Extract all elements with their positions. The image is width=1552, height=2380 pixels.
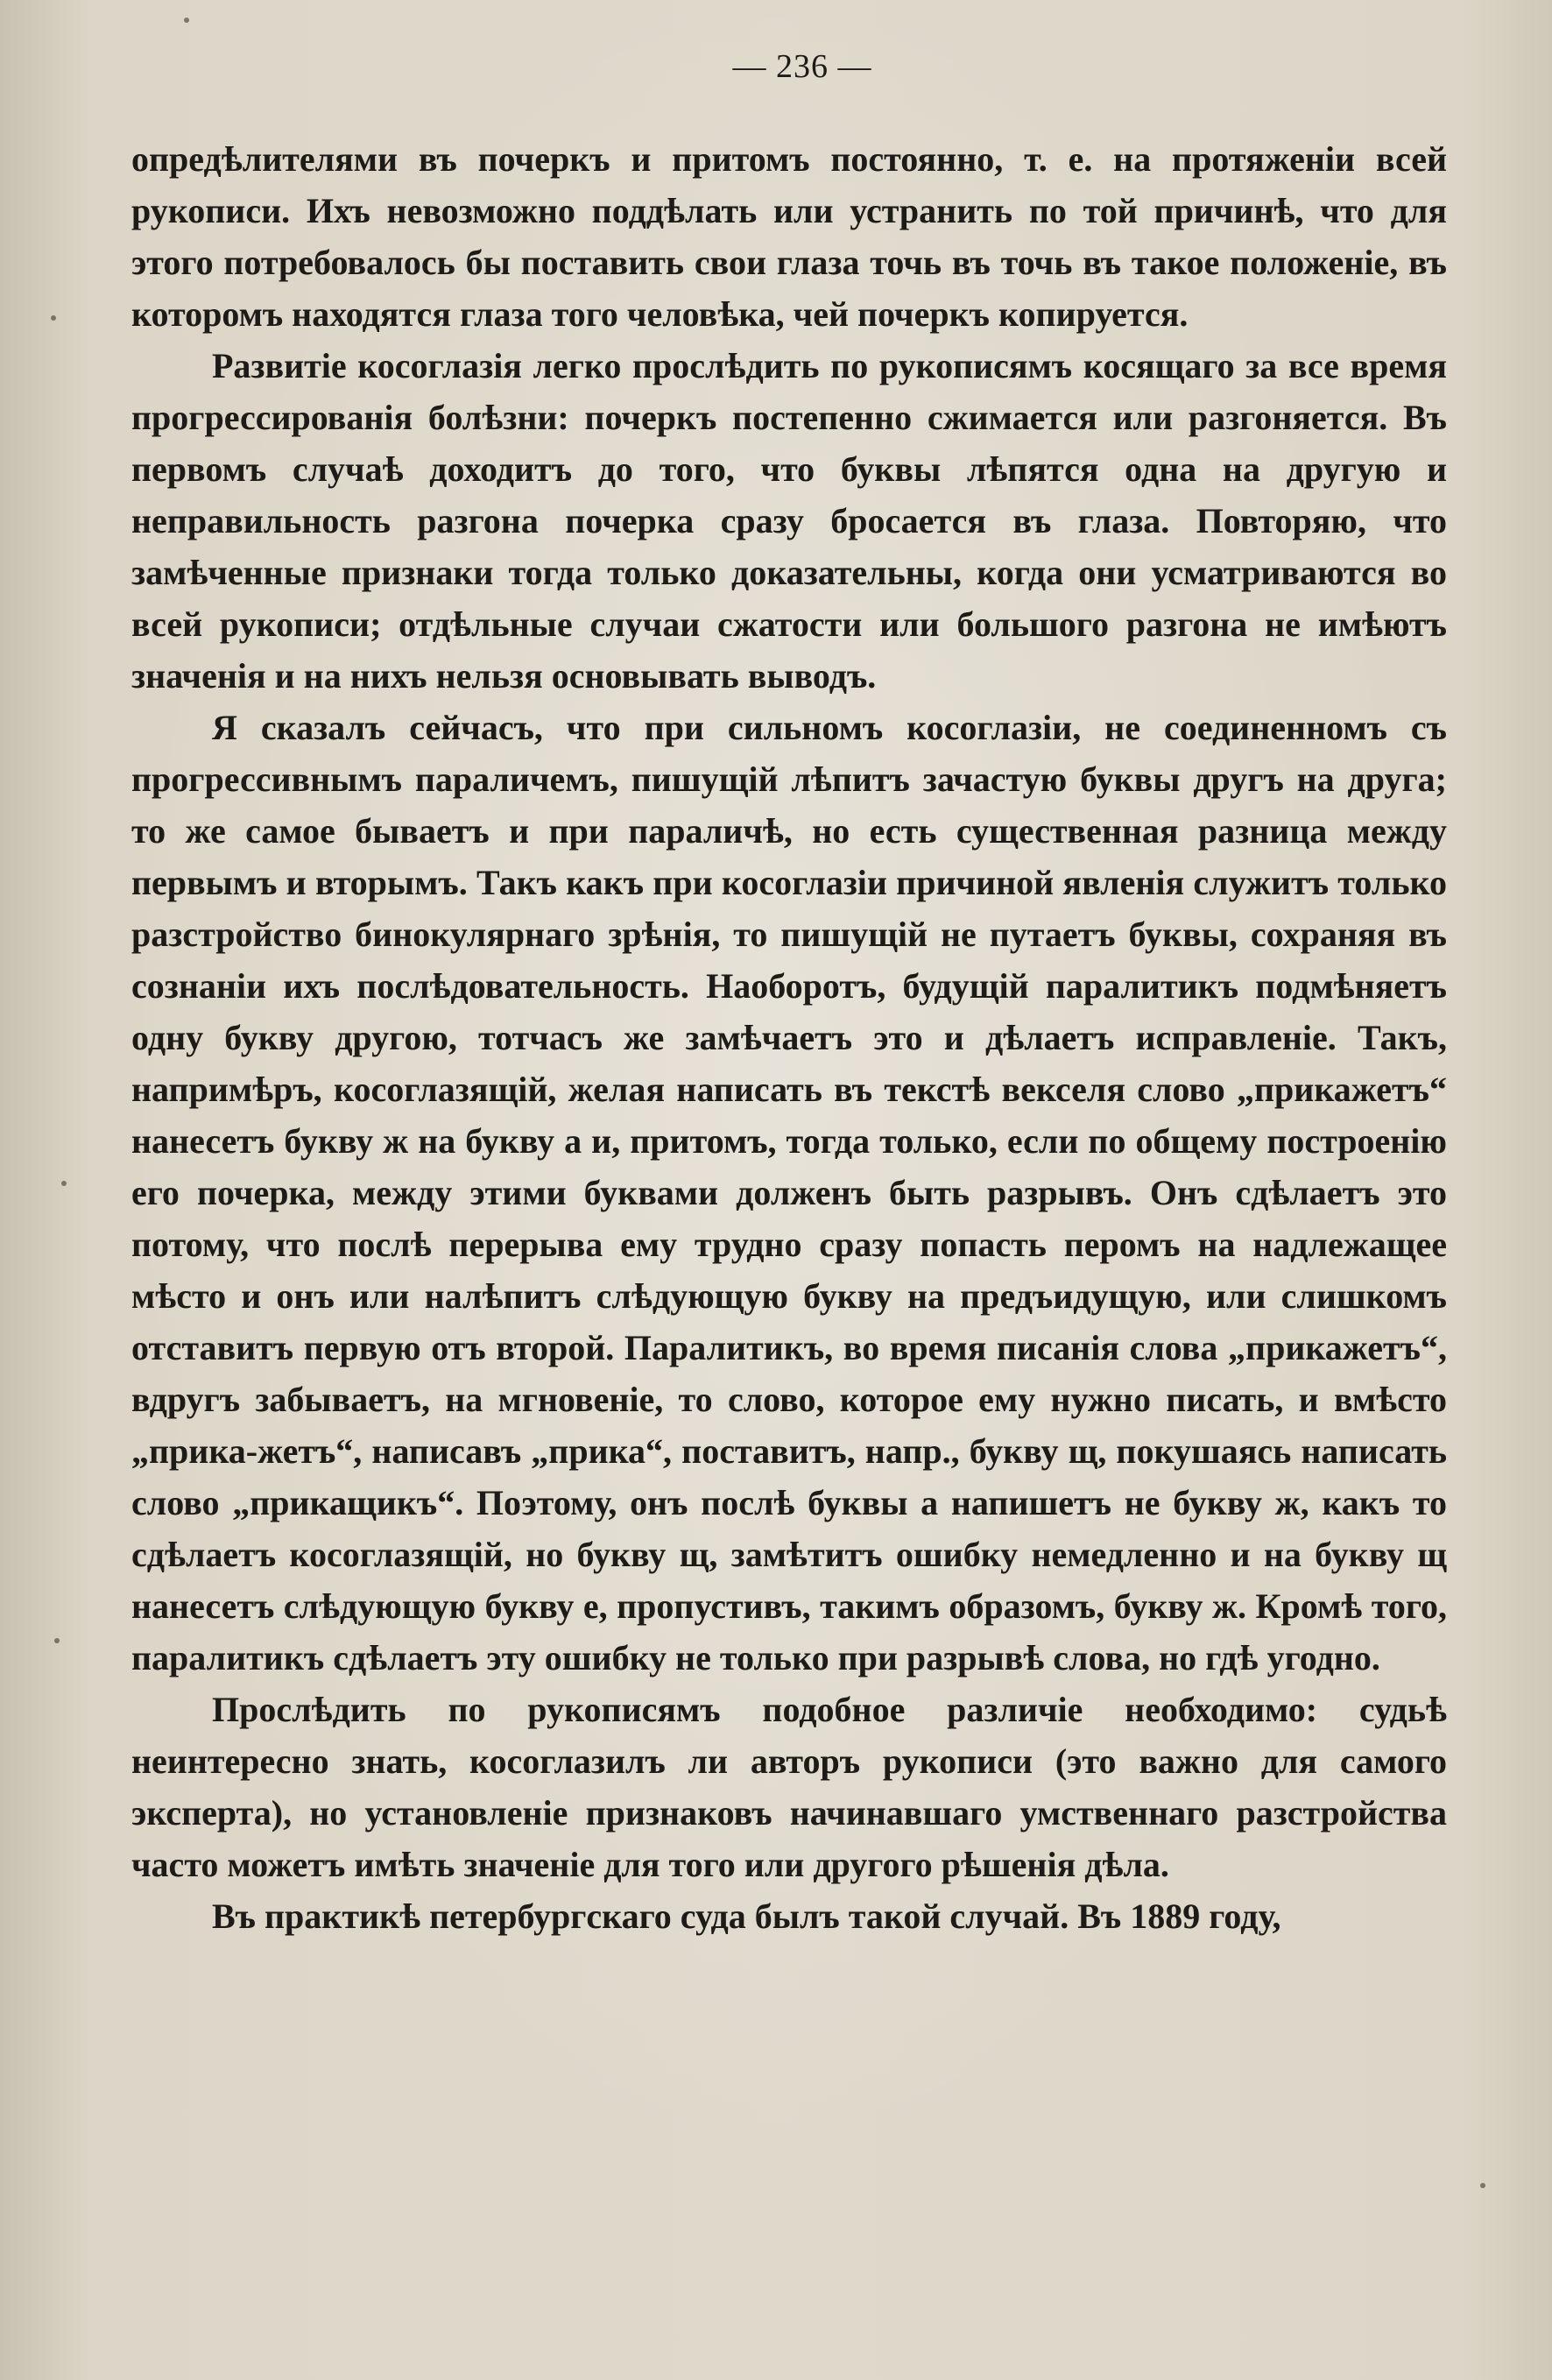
paragraph-continuation: опредѣлителями въ почеркъ и притомъ постоянно, т. е. на протяженіи всей рукописи. Ихъ невозможно поддѣлать или устранить по той причинѣ, что для этого потребовалось бы поставить свои глаза точь въ точь въ такое положеніе, въ которомъ находятся глаза того человѣка, чей почеркъ копируется. [131,139,1447,334]
print-speck [54,1638,60,1643]
paragraph-importance: Прослѣдить по рукописямъ подобное различіе необходимо: судьѣ неинтересно знать, косоглазилъ ли авторъ рукописи (это важно для самого эксперта), но установленіе признаковъ начинавшаго умственнаго разстройства часто можетъ имѣть значеніе для того или другого рѣшенія дѣла. [131,1690,1447,1884]
paragraph-strabismus-vs-paralysis: Я сказалъ сейчасъ, что при сильномъ косоглазіи, не соединенномъ съ прогрессивнымъ параличемъ, пишущій лѣпитъ зачастую буквы другъ на друга; то же самое бываетъ и при параличѣ, но есть существенная разница между первымъ и вторымъ. Такъ какъ при косоглазіи причиной явленія служитъ только разстройство бинокулярнаго зрѣнія, то пишущій не путаетъ буквы, сохраняя въ сознаніи ихъ послѣдовательность. Наоборотъ, будущій паралитикъ подмѣняетъ одну букву другою, тотчасъ же замѣчаетъ это и дѣлаетъ исправленіе. Такъ, напримѣръ, косоглазящій, желая написать въ текстѣ векселя слово „прикажетъ“ нанесетъ букву ж на букву а и, притомъ, тогда только, если по общему построенію его почерка, между этими буквами долженъ быть разрывъ. Онъ сдѣлаетъ это потому, что послѣ перерыва ему трудно сразу попасть перомъ на надлежащее мѣсто и онъ или налѣпитъ слѣдующую букву на предъидущую, или слишкомъ отставитъ первую отъ второй. Паралитикъ, во время писанія слова „прикажетъ“, вдругъ забываетъ, на мгновеніе, то слово, которое ему нужно писать, и вмѣсто „прика-жетъ“, написавъ „прика“, поставитъ, напр., букву щ, покушаясь написать слово „прикащикъ“. Поэтому, онъ послѣ буквы а напишетъ не букву ж, какъ то сдѣлаетъ косоглазящій, но букву щ, замѣтитъ ошибку немедленно и на букву щ нанесетъ слѣдующую букву е, пропустивъ, такимъ образомъ, букву ж. Кромѣ того, паралитикъ сдѣлаетъ эту ошибку не только при разрывѣ слова, но гдѣ угодно. [131,708,1447,1677]
body-text [131,133,1447,1942]
print-speck [61,1181,67,1186]
print-speck [184,18,189,23]
print-speck [51,315,56,321]
paragraph-court-case: Въ практикѣ петербургскаго суда былъ такой случай. Въ 1889 году, [212,1896,1281,1936]
paragraph-strabismus-development: Развитіе косоглазія легко прослѣдить по рукописямъ косящаго за все время прогрессированія болѣзни: почеркъ постепенно сжимается или разгоняется. Въ первомъ случаѣ доходитъ до того, что буквы лѣпятся одна на другую и неправильность разгона почерка сразу бросается въ глаза. Повторяю, что замѣченные признаки тогда только доказательны, когда они усматриваются во всей рукописи; отдѣльные случаи сжатости или большого разгона не имѣютъ значенія и на нихъ нельзя основывать выводъ. [131,346,1447,696]
page-number: — 236 — [732,48,872,85]
print-speck [1480,2183,1485,2188]
